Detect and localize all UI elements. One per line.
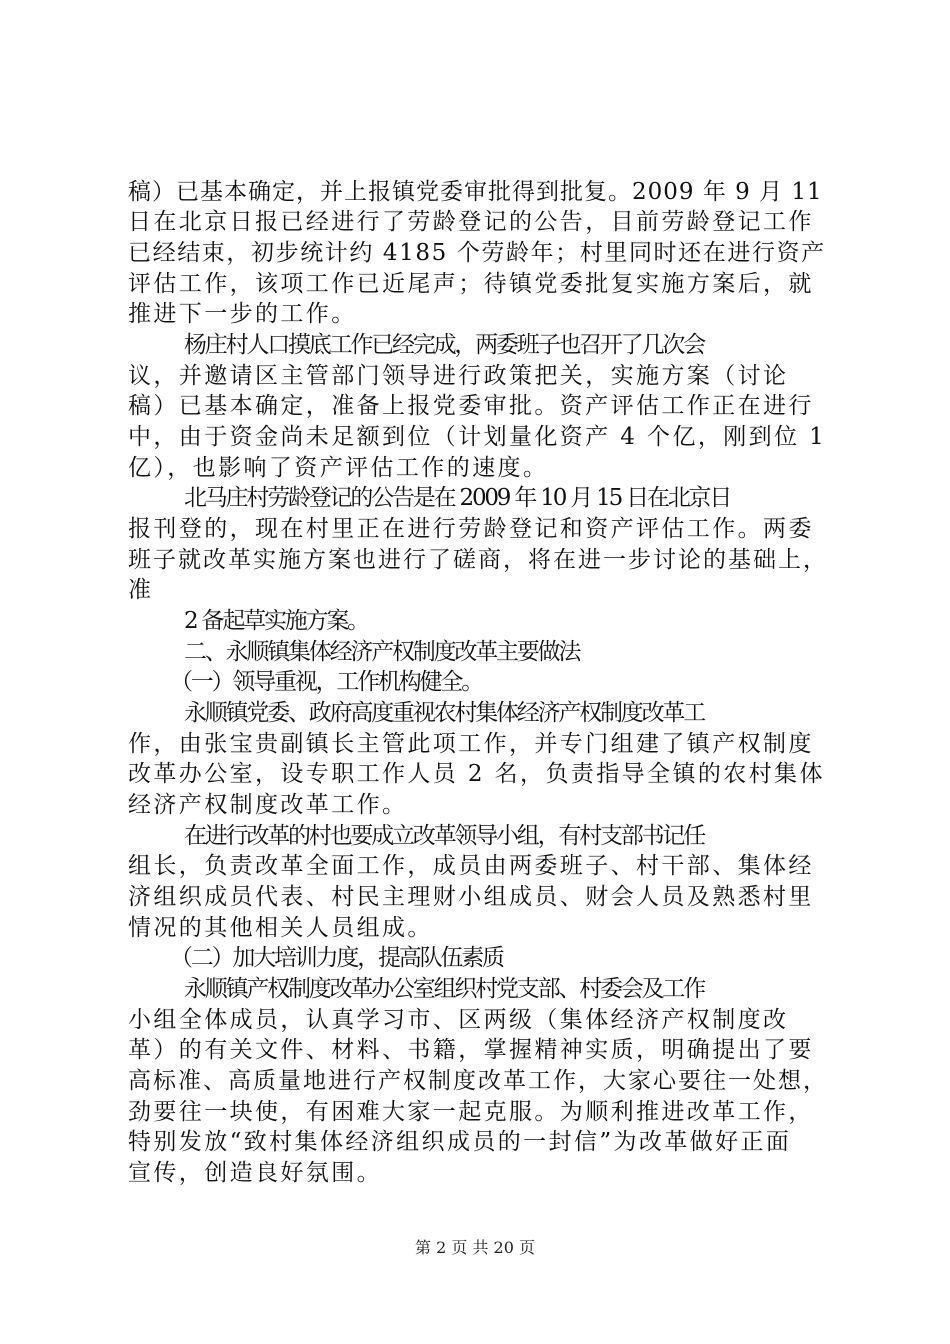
- paragraph-first-line: 杨庄村人口摸底工作已经完成，两委班子也召开了几次会: [184, 332, 705, 358]
- subsection-heading: （二）加大培训力度，提高队伍素质: [170, 945, 503, 971]
- paragraph-first-line: 永顺镇党委、政府高度重视农村集体经济产权制度改革工: [184, 700, 705, 726]
- body-line: 报刊登的，现在村里正在进行劳龄登记和资产评估工作。两委: [128, 516, 814, 542]
- body-line: 作，由张宝贵副镇长主管此项工作，并专门组建了镇产权制度: [128, 731, 814, 757]
- body-line: 推进下一步的工作。: [128, 301, 357, 327]
- section-heading: 二、永顺镇集体经济产权制度改革主要做法: [184, 639, 580, 665]
- body-line: 改革办公室，设专职工作人员 2 名，负责指导全镇的农村集体: [128, 761, 825, 787]
- body-line: 日在北京日报已经进行了劳龄登记的公告，目前劳龄登记工作: [128, 209, 814, 235]
- body-line: 组长，负责改革全面工作，成员由两委班子、村干部、集体经: [128, 853, 814, 879]
- body-line: 稿）已基本确定，准备上报党委审批。资产评估工作正在进行: [128, 393, 814, 419]
- body-line: 小组全体成员，认真学习市、区两级（集体经济产权制度改: [128, 1007, 789, 1033]
- body-line: 已经结束，初步统计约 4185 个劳龄年；村里同时还在进行资产: [128, 240, 826, 266]
- paragraph-first-line: 北马庄村劳龄登记的公告是在 2009 年 10 月 15 日在北京日: [184, 485, 731, 511]
- body-line: 革）的有关文件、材料、书籍，掌握精神实质，明确提出了要: [128, 1037, 814, 1063]
- body-line: 情况的其他相关人员组成。: [128, 915, 433, 941]
- body-line: 特别发放“致村集体经济组织成员的一封信”为改革做好正面: [128, 1129, 792, 1155]
- body-line: 议，并邀请区主管部门领导进行政策把关，实施方案（讨论: [128, 363, 789, 389]
- body-line: 宣传，创造良好氛围。: [128, 1160, 382, 1186]
- body-line: 准: [128, 577, 154, 603]
- body-line: 班子就改革实施方案也进行了磋商，将在进一步讨论的基础上，: [128, 547, 828, 573]
- paragraph-first-line: 在进行改革的村也要成立改革领导小组，有村支部书记任: [184, 823, 705, 849]
- body-line: 经济产权制度改革工作。: [128, 792, 408, 818]
- body-line: 高标准、高质量地进行产权制度改革工作，大家心要往一处想，: [128, 1068, 828, 1094]
- body-line: 评估工作，该项工作已近尾声；待镇党委批复实施方案后，就: [128, 271, 814, 297]
- paragraph-first-line: 永顺镇产权制度改革办公室组织村党支部、村委会及工作: [184, 976, 705, 1002]
- body-line: 亿），也影响了资产评估工作的速度。: [128, 455, 549, 481]
- body-line: 2 备起草实施方案。: [184, 608, 368, 634]
- page-number-footer: 第 2 页 共 20 页: [415, 1238, 535, 1257]
- body-line: 中，由于资金尚未足额到位（计划量化资产 4 个亿，刚到位 1: [128, 424, 827, 450]
- body-line: 稿）已基本确定，并上报镇党委审批得到批复。2009 年 9 月 11: [128, 179, 823, 205]
- body-line: 劲要往一块使，有困难大家一起克服。为顺利推进改革工作，: [128, 1099, 814, 1125]
- subsection-heading: （一）领导重视，工作机构健全。: [170, 669, 483, 695]
- body-line: 济组织成员代表、村民主理财小组成员、财会人员及熟悉村里: [128, 884, 814, 910]
